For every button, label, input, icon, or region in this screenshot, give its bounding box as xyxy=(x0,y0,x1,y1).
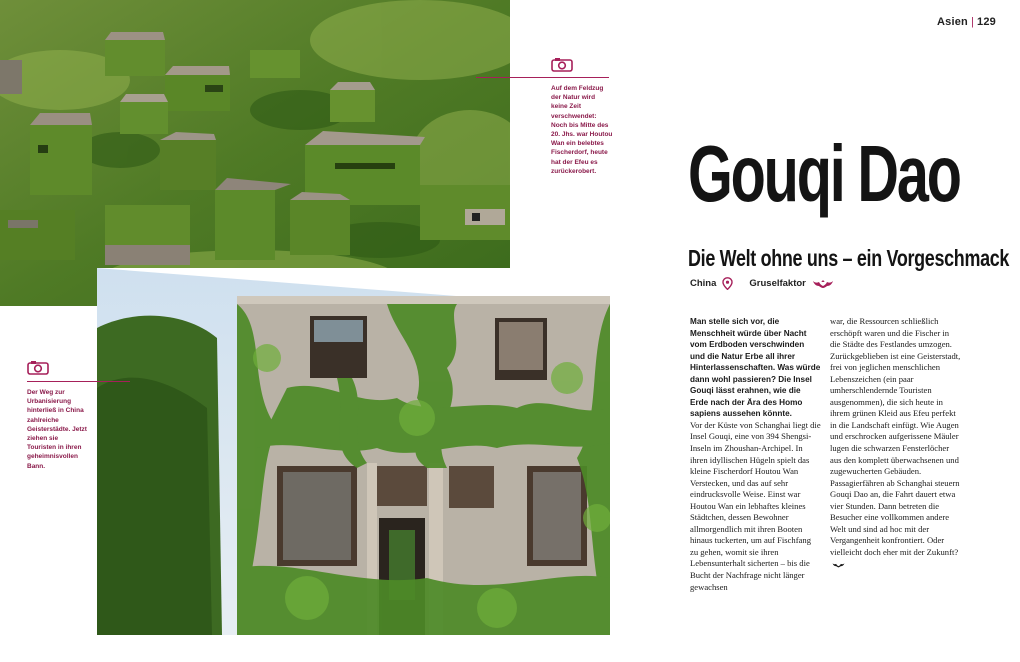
bat-icon xyxy=(832,562,845,568)
caption-rule-bottom xyxy=(27,381,130,382)
body-column-1 xyxy=(690,316,821,593)
caption-rule-top xyxy=(476,77,609,78)
camera-icon xyxy=(27,360,49,375)
photo-overgrown-village xyxy=(0,0,510,306)
scare-label: Gruselfaktor xyxy=(749,278,806,289)
camera-icon xyxy=(551,57,573,72)
location-label: China xyxy=(690,278,717,289)
page-number: 129 xyxy=(977,16,996,28)
body-column-2 xyxy=(830,316,961,570)
map-pin-icon xyxy=(722,277,733,290)
lead-paragraph: Man stelle sich vor, die Menschheit würde über Nacht vom Erdboden verschwinden und die Natur Erbe all ihrer Hinterlassenschaften. Was würde dann wohl passieren? Die Insel Gouqi lässt erahnen, wie die Erde nach der Ära des Homo sapiens aussehen könnte. xyxy=(690,317,821,419)
body-paragraph-1: Vor der Küste von Schanghai liegt die Insel Gouqi, eine von 394 Shengsi-Inseln im Zhoushan-Archipel. In ihren idyllischen Hügeln spielt das kleine Fischerdorf Houtou Wan Verstecken, und das auf sehr eindrucksvolle Weise. Einst war Houtou Wan ein lebhaftes kleines Städtchen, dessen Bewohner allmorgendlich mit ihren Booten hinaus tuckerten, um auf Fischfang zu gehen, womit sie ihren Lebensunterhalt sicherten – bis die Bucht der Nachfrage nicht länger gewachsen xyxy=(690,419,821,592)
separator: | xyxy=(970,16,975,28)
body-paragraph-2 xyxy=(830,316,961,570)
photo-ivy-building xyxy=(97,268,610,635)
article-title: Gouqi Dao xyxy=(688,129,960,218)
body-paragraph-2-text: war, die Ressourcen schließlich erschöpft waren und die Fischer in die Städte des Festlandes umzogen. Zurückgeblieben ist eine Geisterstadt, frei von jeglichen menschlichen Lebenszeichen (ein paar umherschlendernde Touristen ausgenommen), die sich heute in ihrem grünen Kleid aus Efeu perfekt in die Landschaft einfügt. Wie Augen und erschrocken aufgerissene Mäuler lugen die schwarzen Fensterlöcher aus den komplett überwachsenen und zugewucherten Gebäuden. Passagierfähren ab Schanghai steuern Gouqi Dao an, die Fahrt dauert etwa vier Stunden. Dann betreten die Besucher eine vollkommen andere Welt und sind ad hoc mit der Vergangenheit konfrontiert. Oder vielleicht doch eher mit der Zukunft? xyxy=(830,316,961,557)
meta-line xyxy=(690,277,834,290)
caption-top: Auf dem Feldzug der Natur wird keine Zeit verschwendet: Noch bis Mitte des 20. Jhs. war Houtou Wan ein belebtes Fischerdorf, heute hat der Efeu es zurückerobert. xyxy=(551,85,613,175)
article-subtitle: Die Welt ohne uns – ein Vorgeschmack xyxy=(688,245,1010,271)
running-head xyxy=(937,16,996,28)
bat-icon xyxy=(812,279,834,289)
caption-bottom: Der Weg zur Urbanisierung hinterließ in China zahlreiche Geisterstädte. Jetzt ziehen sie Touristen in ihren geheimnisvollen Bann. xyxy=(27,389,87,470)
section-name: Asien xyxy=(937,16,968,28)
